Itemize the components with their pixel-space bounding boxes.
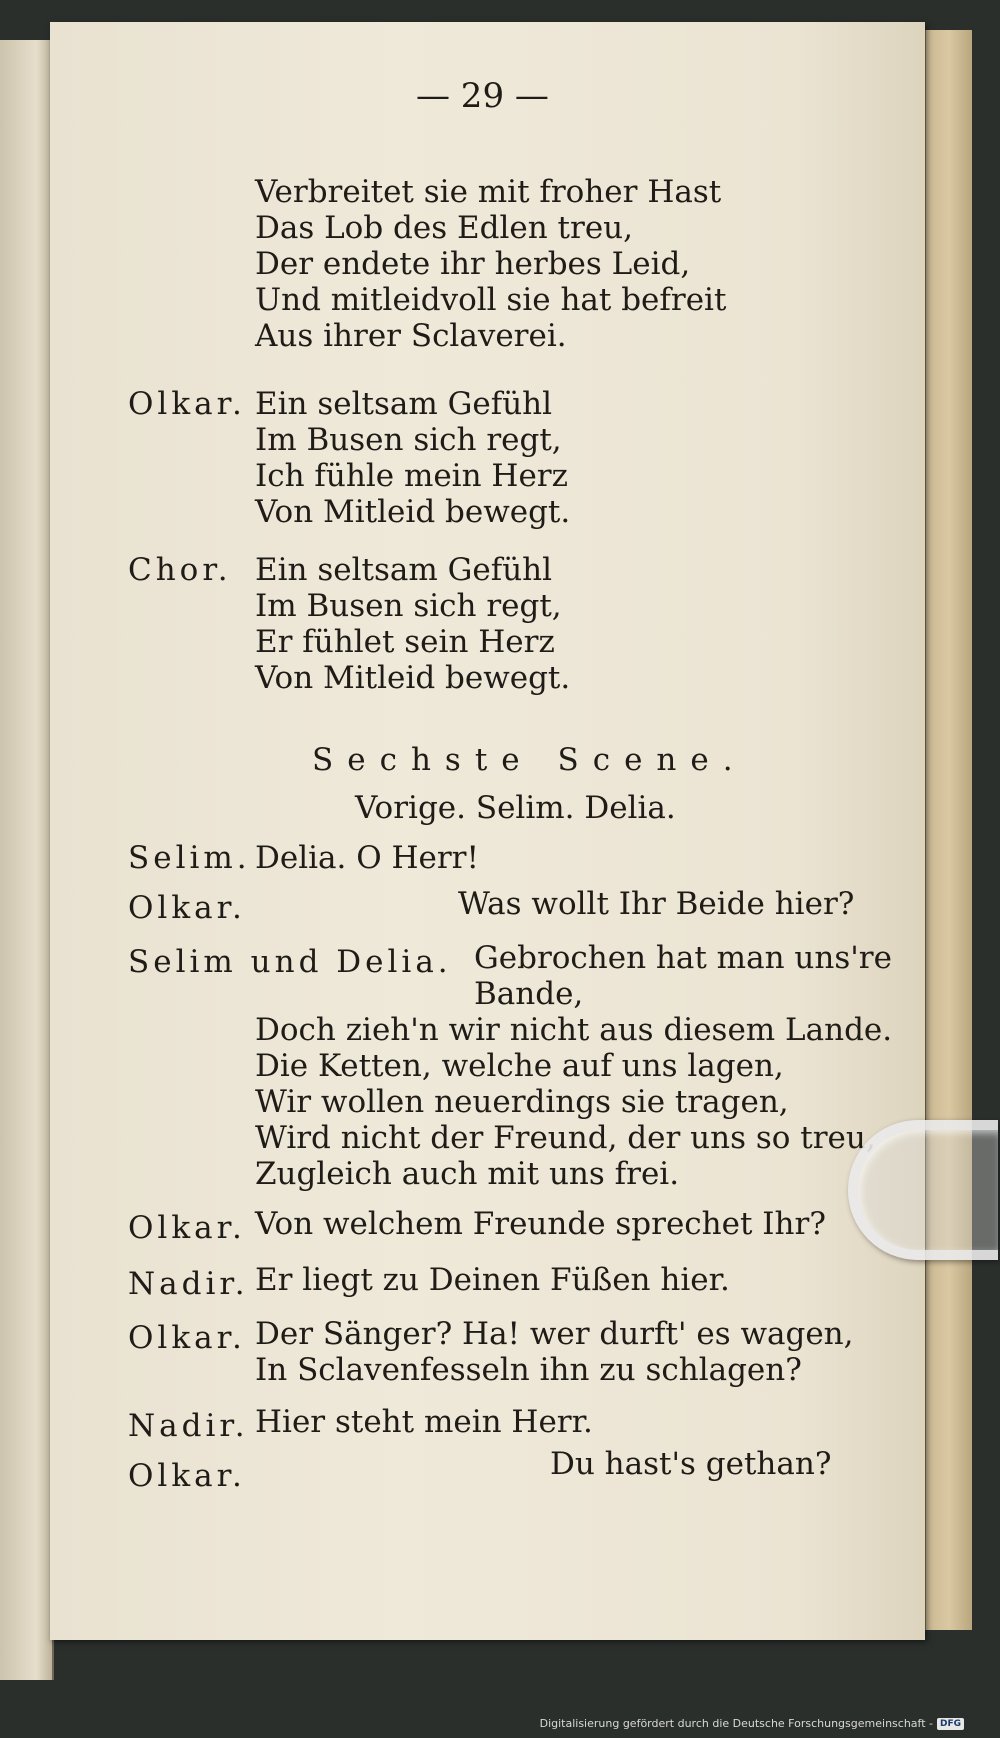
dialogue-line: Gebrochen hat man uns're — [474, 940, 892, 976]
dialogue-line: In Sclavenfesseln ihn zu schlagen? — [255, 1352, 802, 1388]
verse-line: Aus ihrer Sclaverei. — [255, 318, 567, 354]
speaker-name: Olkar. — [128, 1320, 246, 1356]
dialogue-line: Die Ketten, welche auf uns lagen, — [255, 1048, 784, 1084]
verse-line: Und mitleidvoll sie hat befreit — [255, 282, 727, 318]
book-edge — [925, 30, 972, 1630]
verse-line: Von Mitleid bewegt. — [255, 660, 571, 696]
credit-text: Digitalisierung gefördert durch die Deutsche Forschungsgemeinschaft - — [539, 1717, 933, 1730]
verse-line: Ein seltsam Gefühl — [255, 386, 553, 422]
dialogue-line: Zugleich auch mit uns frei. — [255, 1156, 680, 1192]
speaker-name: Olkar. — [128, 1458, 246, 1494]
verse-line: Das Lob des Edlen treu, — [255, 210, 633, 246]
speaker-name: Olkar. — [128, 386, 246, 422]
dialogue-line: Doch zieh'n wir nicht aus diesem Lande. — [255, 1012, 893, 1048]
speaker-name: Nadir. — [128, 1408, 249, 1444]
dialogue-line: Bande, — [474, 976, 584, 1012]
speaker-name: Chor. — [128, 552, 232, 588]
speaker-name: Olkar. — [128, 1210, 246, 1246]
speaker-name: Selim. — [128, 840, 251, 876]
verse-line: Ein seltsam Gefühl — [255, 552, 553, 588]
previous-page-edge — [0, 40, 54, 1680]
dialogue-line: Der Sänger? Ha! wer durft' es wagen, — [255, 1316, 854, 1352]
book-page — [50, 22, 925, 1640]
dialogue-line: Du hast's gethan? — [550, 1446, 832, 1482]
dialogue-line: Von welchem Freunde sprechet Ihr? — [255, 1206, 826, 1242]
verse-line: Verbreitet sie mit froher Hast — [255, 174, 722, 210]
dfg-logo: DFG — [937, 1718, 964, 1730]
digitization-credit — [540, 1717, 964, 1730]
scene-title: Sechste Scene. — [312, 742, 747, 778]
speaker-name: Selim und Delia. — [128, 944, 452, 980]
verse-line: Im Busen sich regt, — [255, 588, 562, 624]
verse-line: Im Busen sich regt, — [255, 422, 562, 458]
verse-line: Von Mitleid bewegt. — [255, 494, 571, 530]
dialogue-line: Wir wollen neuerdings sie tragen, — [255, 1084, 789, 1120]
verse-line: Er fühlet sein Herz — [255, 624, 555, 660]
scene-persons: Vorige. Selim. Delia. — [355, 790, 676, 826]
dialogue-line: Was wollt Ihr Beide hier? — [458, 886, 855, 922]
page-clip — [848, 1120, 998, 1260]
speaker-name: Olkar. — [128, 890, 246, 926]
dialogue-line: Hier steht mein Herr. — [255, 1404, 593, 1440]
dialogue-line: Delia. O Herr! — [255, 840, 479, 876]
dialogue-line: Wird nicht der Freund, der uns so treu, — [255, 1120, 876, 1156]
dialogue-line: Er liegt zu Deinen Füßen hier. — [255, 1262, 730, 1298]
verse-line: Ich fühle mein Herz — [255, 458, 568, 494]
speaker-name: Nadir. — [128, 1266, 249, 1302]
verse-line: Der endete ihr herbes Leid, — [255, 246, 691, 282]
page-number: — 29 — — [416, 76, 549, 116]
